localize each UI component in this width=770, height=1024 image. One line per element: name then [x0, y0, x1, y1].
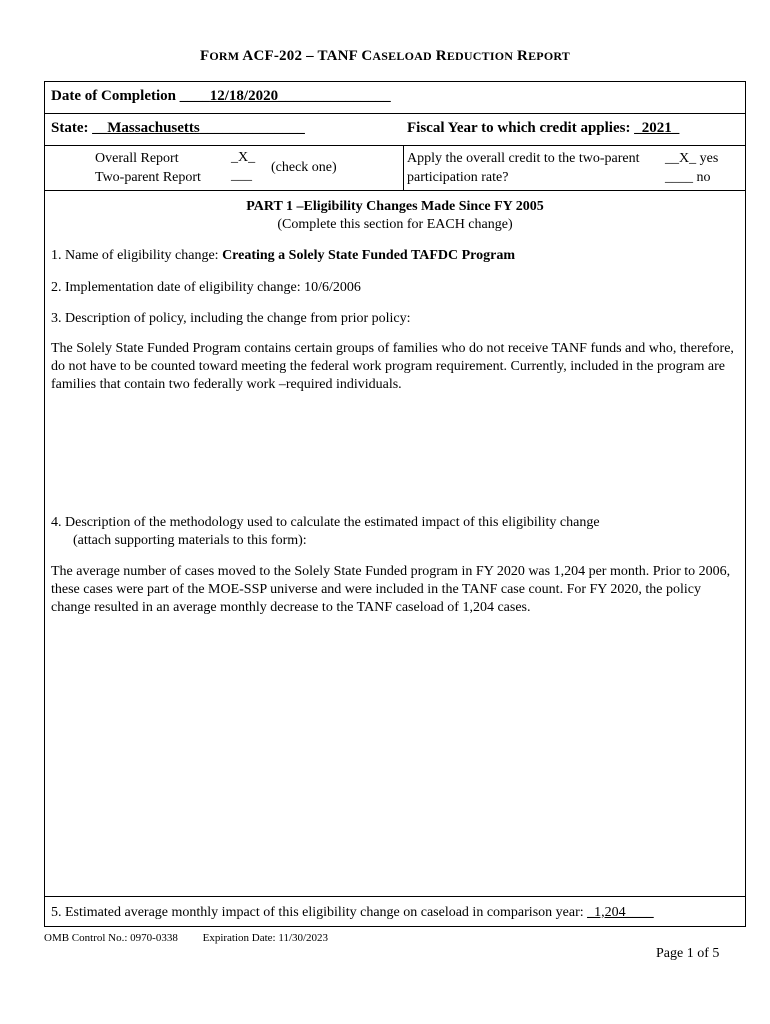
overall-report-checkbox[interactable]: _X_: [231, 150, 256, 165]
methodology-description[interactable]: The average number of cases moved to the Solely State Funded program in FY 2020 was 1,204 per month. Prior to 2006, these cases were part of the MOE-SSP universe and were included in the TANF case count. For FY 2020, the policy change resulted in an average monthly decrease to the TANF caseload of 1,204 cases.: [51, 564, 731, 615]
report-type-row: [45, 146, 745, 191]
part1-subtitle: (Complete this section for EACH change): [277, 217, 513, 232]
question-1: 1. Name of eligibility change: Creating a Solely State Funded TAFDC Program: [51, 248, 516, 263]
question-4-line-2: (attach supporting materials to this form):: [73, 533, 307, 548]
fiscal-year-field[interactable]: Fiscal Year to which credit applies: _2021_: [407, 120, 680, 136]
row-divider: [403, 146, 404, 190]
apply-yes-option[interactable]: __X_ yes: [665, 151, 719, 166]
state-row: [45, 114, 745, 146]
policy-description[interactable]: The Solely State Funded Program contains certain groups of families who do not receive TANF funds and who, therefore, do not have to be counted toward meeting the federal work program requirement. Currently, included in the program are families that contain two federally work –required individuals.: [51, 341, 734, 392]
question-2: 2. Implementation date of eligibility change: 10/6/2006: [51, 280, 361, 295]
question-3: 3. Description of policy, including the change from prior policy:: [51, 311, 411, 326]
apply-credit-label-2: participation rate?: [407, 170, 509, 185]
apply-credit-label-1: Apply the overall credit to the two-parent: [407, 151, 640, 166]
check-one-note: (check one): [271, 160, 337, 175]
form-frame: [44, 81, 746, 927]
form-title: FORM ACF-202 – TANF CASELOAD REDUCTION REPORT: [199, 48, 571, 64]
date-field[interactable]: Date of Completion ____12/18/2020_______________: [51, 88, 391, 104]
question-5-row: [45, 896, 745, 928]
question-5: 5. Estimated average monthly impact of this eligibility change on caseload in comparison year: _1,204____: [51, 905, 654, 920]
eligibility-change-name[interactable]: Creating a Solely State Funded TAFDC Program: [222, 248, 516, 263]
apply-no-option[interactable]: ____ no: [665, 170, 711, 185]
page-number: Page 1 of 5: [656, 946, 720, 961]
part1-title: PART 1 –Eligibility Changes Made Since FY 2005: [246, 199, 544, 214]
estimated-impact-value[interactable]: _1,204____: [587, 905, 654, 920]
expiration-date: Expiration Date: 11/30/2023: [202, 932, 329, 944]
two-parent-report-label: Two-parent Report: [95, 170, 201, 185]
date-row: [45, 82, 745, 114]
footer-omb: OMB Control No.: 0970-0338 Expiration Date: 11/30/2023: [44, 932, 329, 944]
question-4-line-1: 4. Description of the methodology used to calculate the estimated impact of this eligibility change: [51, 515, 600, 530]
overall-report-label: Overall Report: [95, 151, 179, 166]
implementation-date[interactable]: 10/6/2006: [304, 280, 361, 295]
two-parent-report-checkbox[interactable]: ___: [231, 168, 252, 183]
state-field[interactable]: State: __Massachusetts______________: [51, 120, 305, 136]
